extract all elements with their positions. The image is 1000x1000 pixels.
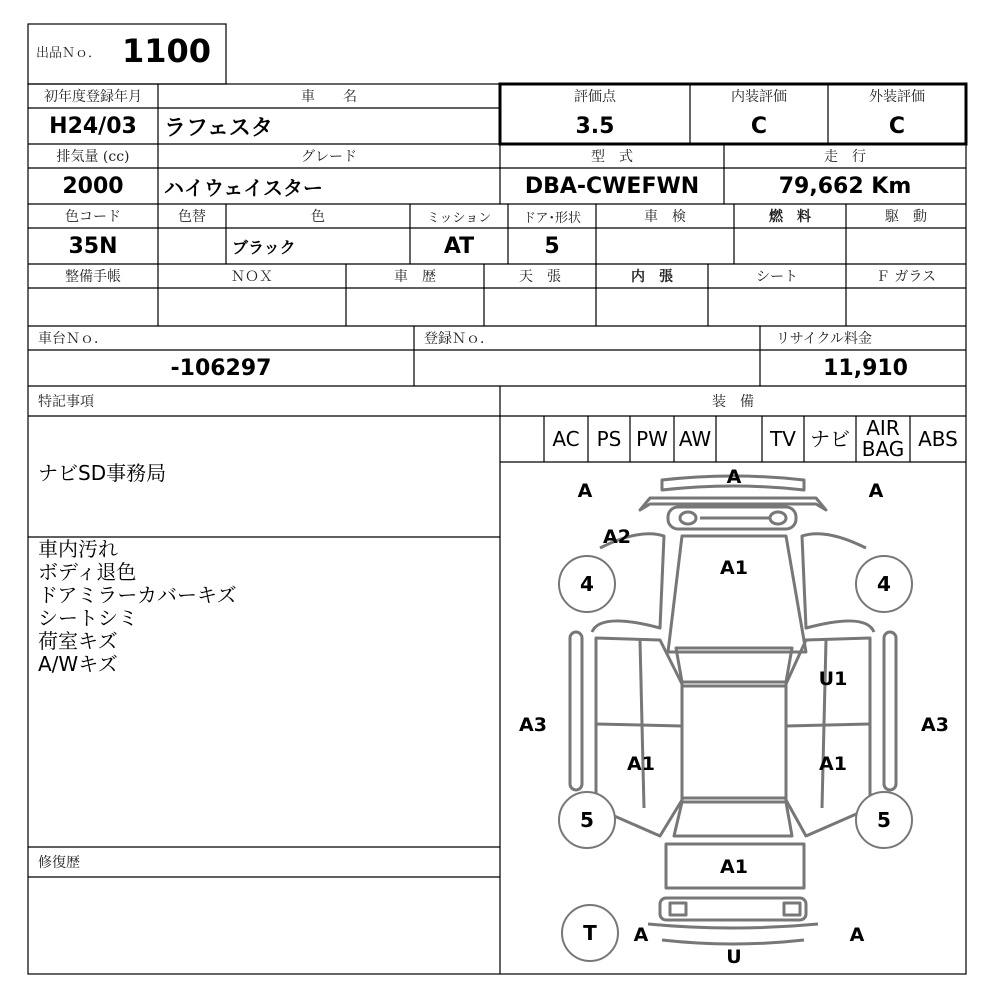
mark-hood-left: A2 xyxy=(603,526,631,548)
mark-back-door: A1 xyxy=(720,856,748,878)
mark-rear-left: A xyxy=(633,924,649,946)
vehicle-history-label: 車 歴 xyxy=(394,269,436,285)
chassis-number-label: 車台Ｎｏ． xyxy=(38,331,108,347)
tire-rear-right: 5 xyxy=(877,808,891,832)
color-change-label: 色替 xyxy=(178,209,206,225)
mark-hood: A1 xyxy=(720,557,748,579)
registration-number-label: 登録Ｎｏ． xyxy=(424,331,494,347)
score-label: 評価点 xyxy=(574,89,616,105)
equipment-navi: ナビ xyxy=(810,426,850,451)
maintenance-book-label: 整備手帳 xyxy=(65,269,121,285)
mark-right-pillar: U1 xyxy=(818,668,848,690)
first-registration-label: 初年度登録年月 xyxy=(44,89,142,105)
lot-number-value: 1100 xyxy=(122,32,212,70)
mark-right-door: A1 xyxy=(819,753,847,775)
exterior-grade-value: C xyxy=(888,113,906,139)
tire-spare: T xyxy=(583,921,597,945)
model-value: DBA-CWEFWN xyxy=(524,173,700,199)
remarks-item: 荷室キズ xyxy=(38,629,118,653)
equipment-ps: PS xyxy=(596,426,622,451)
remarks-item: ボディ退色 xyxy=(38,560,137,584)
front-glass-label: Ｆ ガラス xyxy=(875,269,937,285)
mark-rear-right: A xyxy=(849,924,865,946)
mileage-label: 走 行 xyxy=(824,149,866,165)
mark-right-side: A3 xyxy=(921,714,949,736)
remarks-note: ナビSD事務局 xyxy=(38,461,167,485)
model-label: 型 式 xyxy=(591,149,633,165)
interior-grade-label: 内装評価 xyxy=(731,89,787,105)
chassis-number-value: -106297 xyxy=(170,355,272,381)
transmission-label: ミッション xyxy=(426,210,492,226)
first-registration-value: H24/03 xyxy=(49,113,137,139)
displacement-label: 排気量 (cc) xyxy=(56,149,130,165)
equipment-tv: TV xyxy=(770,426,796,451)
remarks-item: A/Wキズ xyxy=(38,652,118,676)
car-name-label: 車 名 xyxy=(301,89,357,105)
grade-label: グレード xyxy=(301,149,357,165)
mileage-value: 79,662 Km xyxy=(778,173,912,199)
equipment-pw: PW xyxy=(636,426,668,451)
mark-left-side: A3 xyxy=(519,714,547,736)
color-label: 色 xyxy=(311,209,325,225)
mark-front-left-corner: A xyxy=(577,480,593,502)
score-value: 3.5 xyxy=(575,113,615,139)
remarks-item: シートシミ xyxy=(38,606,138,630)
mark-front-right-corner: A xyxy=(868,480,884,502)
door-value: 5 xyxy=(544,233,560,259)
repair-history-label: 修復歴 xyxy=(38,855,80,871)
inspection-label: 車 検 xyxy=(644,209,686,225)
equipment-ac: AC xyxy=(552,426,580,451)
lot-number-label: 出品Ｎｏ． xyxy=(36,45,102,61)
equipment-abs: ABS xyxy=(918,426,958,451)
exterior-grade-label: 外装評価 xyxy=(869,89,925,105)
recycle-fee-label: リサイクル料金 xyxy=(776,331,873,347)
seat-label: シート xyxy=(756,269,798,285)
door-shape-label: ドア･形状 xyxy=(522,210,582,226)
headliner-label: 天 張 xyxy=(519,269,561,285)
tire-front-right: 4 xyxy=(877,572,891,596)
equipment-aw: AW xyxy=(678,426,712,451)
tire-front-left: 4 xyxy=(580,572,594,596)
equipment-airbag: AIR BAG xyxy=(861,416,905,461)
equipment-label: 装 備 xyxy=(712,394,754,410)
mark-front-bumper: A xyxy=(726,466,742,488)
interior-trim-label: 内 張 xyxy=(631,269,673,285)
car-name-value: ラフェスタ xyxy=(164,115,273,141)
recycle-fee-value: 11,910 xyxy=(823,355,908,381)
displacement-value: 2000 xyxy=(62,173,124,199)
color-code-label: 色コード xyxy=(65,209,121,225)
color-value: ブラック xyxy=(232,237,296,257)
color-code-value: 35N xyxy=(68,233,118,259)
remarks-label: 特記事項 xyxy=(38,394,94,410)
grade-value: ハイウェイスター xyxy=(164,175,323,200)
drive-label: 駆 動 xyxy=(885,209,927,225)
tire-rear-left: 5 xyxy=(580,808,594,832)
nox-label: ＮＯＸ xyxy=(231,269,273,285)
interior-grade-value: C xyxy=(750,113,768,139)
fuel-label: 燃 料 xyxy=(769,209,811,225)
mark-left-door: A1 xyxy=(627,753,655,775)
mark-rear-bumper: U xyxy=(726,946,742,968)
remarks-item: ドアミラーカバーキズ xyxy=(38,583,237,607)
remarks-item: 車内汚れ xyxy=(38,537,118,561)
transmission-value: AT xyxy=(443,233,475,259)
